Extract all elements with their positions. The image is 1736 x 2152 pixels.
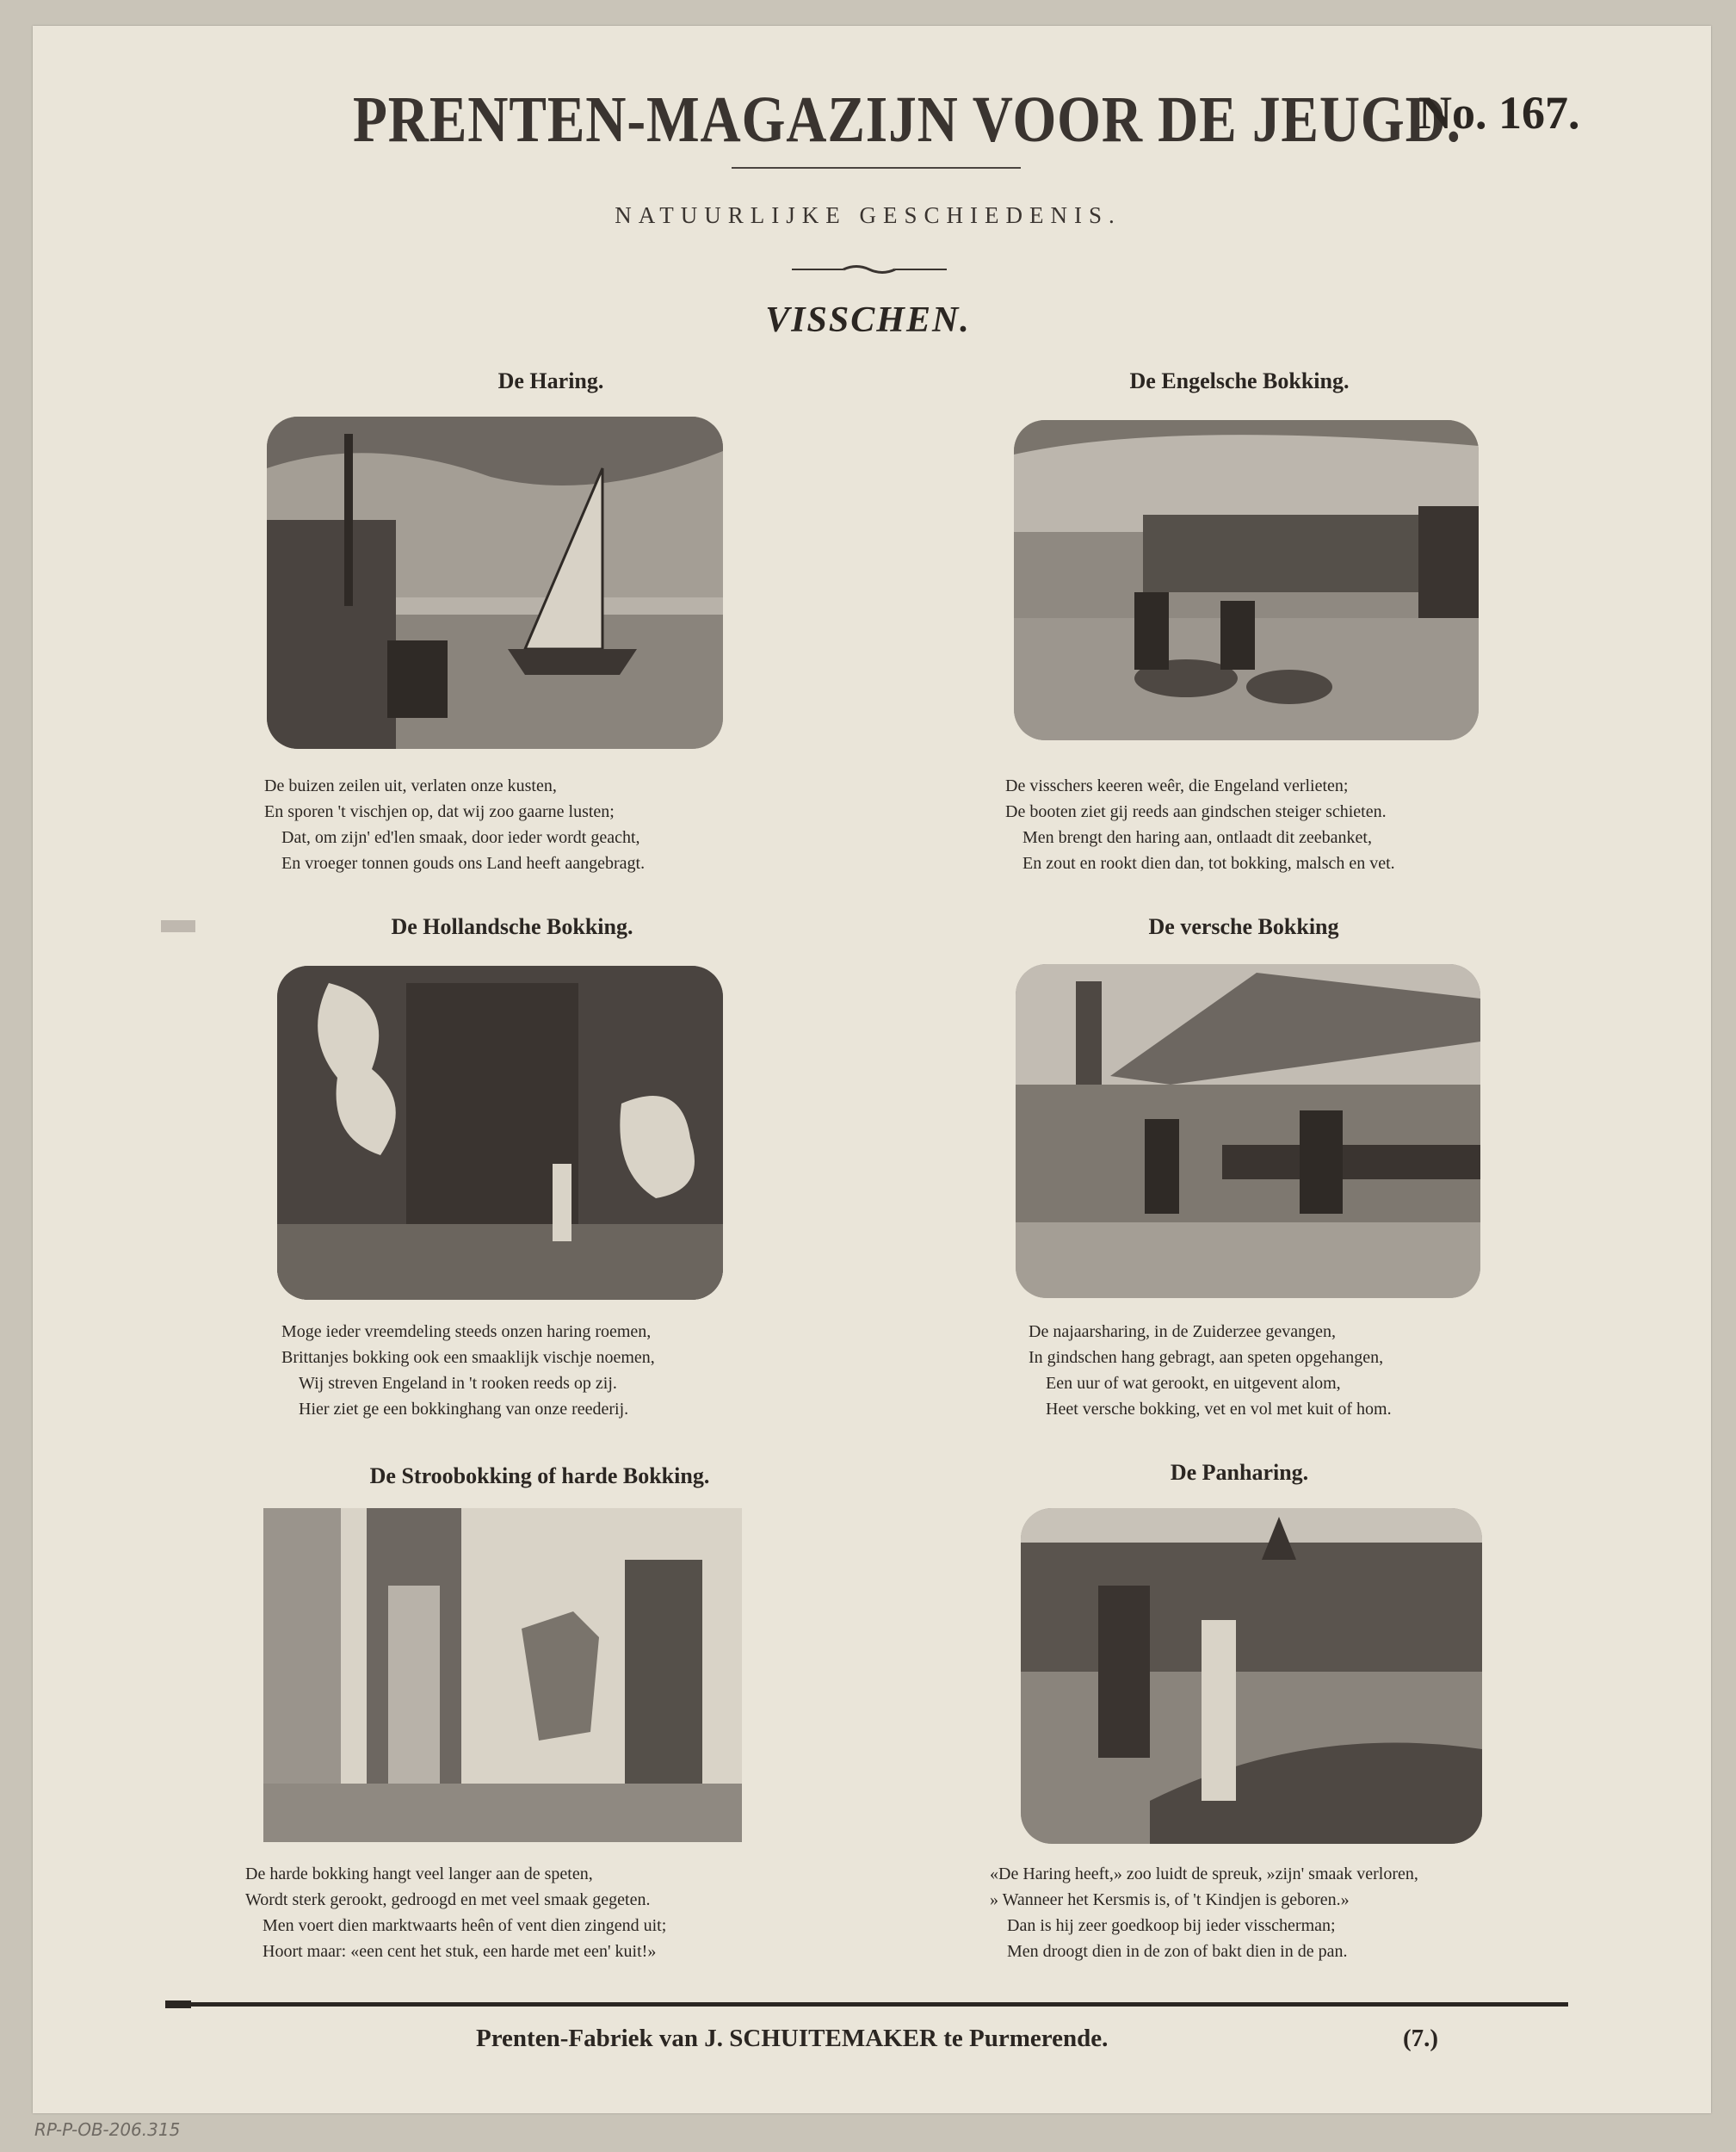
verse-line: In gindschen hang gebragt, aan speten opgehangen, [1029, 1348, 1384, 1367]
verse-line: Men droogt dien in de zon of bakt dien in de pan. [1007, 1942, 1348, 1961]
title-divider [732, 167, 1021, 169]
verse-line: Men voert dien marktwaarts heên of vent dien zingend uit; [263, 1916, 667, 1935]
verse-line: En zout en rookt dien dan, tot bokking, malsch en vet. [1022, 854, 1395, 873]
header-title: PRENTEN-MAGAZIJN VOOR DE JEUGD. [353, 83, 1461, 156]
illustration-quay [1014, 420, 1479, 740]
verse-line: De harde bokking hangt veel langer aan de speten, [245, 1864, 593, 1883]
entry-title: De versche Bokking [1148, 914, 1339, 939]
verse-line: «De Haring heeft,» zoo luidt de spreuk, »zijn' smaak verloren, [990, 1864, 1418, 1883]
illustration-harbour [267, 417, 723, 749]
illustration-village-canal [1021, 1508, 1482, 1844]
verse-line: Heet versche bokking, vet en vol met kuit of hom. [1046, 1400, 1392, 1419]
entry-title: De Engelsche Bokking. [1129, 368, 1350, 393]
verse-line: Wordt sterk gerookt, gedroogd en met veel smaak gegeten. [245, 1890, 651, 1909]
verse-line: De buizen zeilen uit, verlaten onze kusten, [264, 776, 557, 795]
verse [1029, 1319, 1631, 1422]
verse-line: En vroeger tonnen gouds ons Land heeft aangebragt. [281, 854, 646, 873]
verse [264, 773, 867, 876]
verse-line: De visschers keeren weêr, die Engeland verlieten; [1005, 776, 1349, 795]
entry-title: De Panharing. [1170, 1460, 1309, 1485]
section-title: VISSCHEN. [765, 300, 971, 340]
smudge-mark [159, 917, 199, 936]
verse-line: Wij streven Engeland in 't rooken reeds op zij. [299, 1374, 617, 1393]
entry-title: De Haring. [497, 368, 604, 393]
verse-line: Men brengt den haring aan, ontlaadt dit zeebanket, [1022, 828, 1372, 847]
verse-line: Dat, om zijn' ed'len smaak, door ieder wordt geacht, [281, 828, 640, 847]
issue-number: No. 167. [1418, 87, 1580, 139]
verse-line: » Wanneer het Kersmis is, of 't Kindjen is geboren.» [990, 1890, 1350, 1909]
verse-line: De najaarsharing, in de Zuiderzee gevangen, [1029, 1322, 1337, 1341]
page-number: (7.) [1403, 2025, 1439, 2052]
verse-line: En sporen 't vischjen op, dat wij zoo gaarne lusten; [264, 802, 615, 821]
ornament-divider [792, 263, 947, 275]
verse-line: Moge ieder vreemdeling steeds onzen haring roemen, [281, 1322, 652, 1341]
verse [990, 1861, 1592, 1964]
catalog-number: RP-P-OB-206.315 [34, 2119, 181, 2140]
verse-line: De booten ziet gij reeds aan gindschen steiger schieten. [1005, 802, 1387, 821]
verse-line: Hier ziet ge een bokkinghang van onze reederij. [299, 1400, 629, 1419]
verse-line: Een uur of wat gerookt, en uitgevent alom, [1046, 1374, 1341, 1393]
verse [1005, 773, 1608, 876]
verse [281, 1319, 884, 1422]
entry-title: De Stroobokking of harde Bokking. [369, 1463, 710, 1488]
verse [245, 1861, 848, 1964]
verse-line: Dan is hij zeer goedkoop bij ieder visscherman; [1007, 1916, 1336, 1935]
illustration-smokehouse [277, 966, 723, 1300]
illustration-street-vendor [263, 1508, 742, 1842]
illustration-market [1016, 964, 1480, 1298]
entry-title: De Hollandsche Bokking. [391, 914, 633, 939]
verse-line: Hoort maar: «een cent het stuk, een harde met een' kuit!» [263, 1942, 657, 1961]
subtitle: NATUURLIJKE GESCHIEDENIS. [615, 202, 1121, 228]
footer-rule [165, 2002, 1568, 2007]
publisher-imprint: Prenten-Fabriek van J. SCHUITEMAKER te Purmerende. [476, 2025, 1109, 2052]
verse-line: Brittanjes bokking ook een smaaklijk vischje noemen, [281, 1348, 655, 1367]
